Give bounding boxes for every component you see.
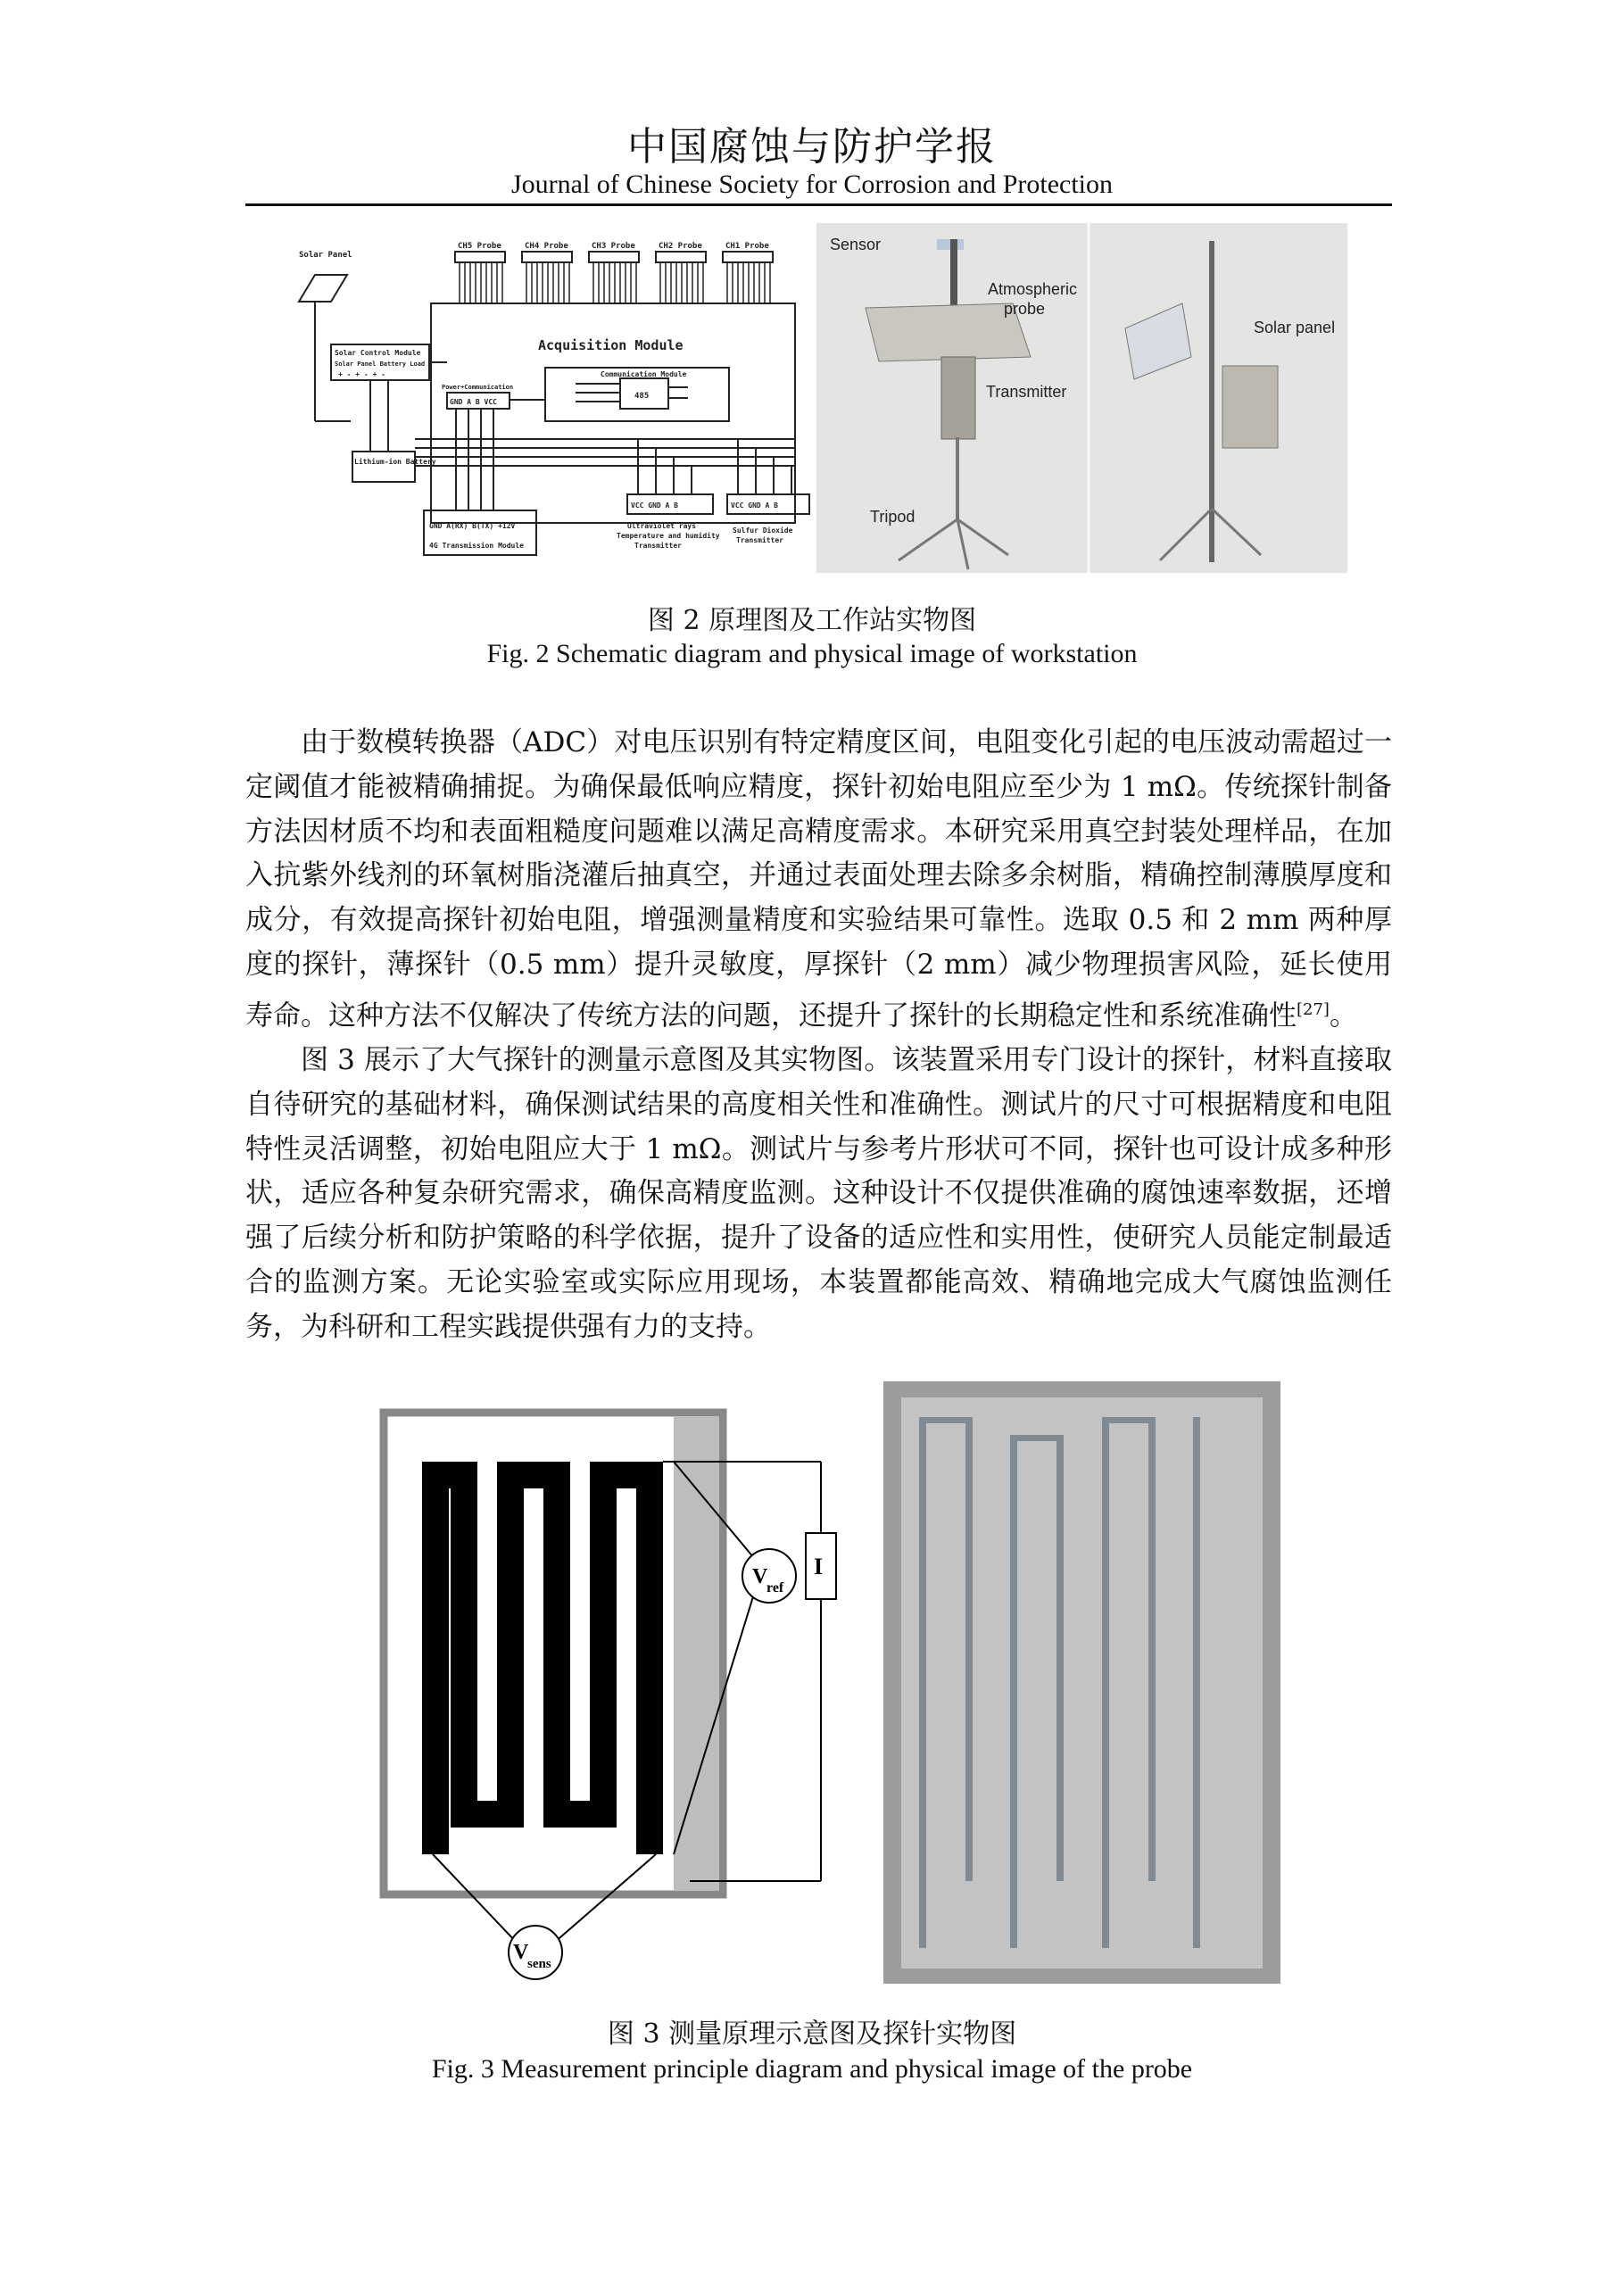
- power-comm-label: Power+Communication: [442, 384, 514, 391]
- photo-label-tripod: Tripod: [870, 508, 916, 526]
- rs485-label: 485: [634, 392, 650, 401]
- so2-label-2: Transmitter: [736, 536, 783, 544]
- journal-title-en: Journal of Chinese Society for Corrosion and Protection: [510, 170, 1114, 199]
- probe-ch3-label: CH3 Probe: [592, 242, 635, 251]
- photo-label-sensor: Sensor: [830, 236, 882, 253]
- uv-label-3: Transmitter: [634, 542, 682, 550]
- power-comm-pins: GND A B VCC: [450, 398, 497, 406]
- figure3-caption-cn: 图 3 测量原理示意图及探针实物图: [607, 2018, 1017, 2050]
- photo-label-transmitter: Transmitter: [986, 383, 1067, 401]
- solar-panel-label: Solar Panel: [299, 251, 352, 260]
- uv-label-1: Ultraviolet rays: [627, 522, 697, 530]
- figure2-schematic-diagram: [290, 234, 816, 573]
- comm-module-label: Communication Module: [601, 370, 687, 378]
- body-text: [245, 721, 1392, 1349]
- uv-label-2: Temperature and humidity: [617, 532, 720, 540]
- battery-label: Lithium-ion Battery: [354, 458, 436, 466]
- vref-label: V: [752, 1565, 768, 1588]
- paragraph-1: 由于数模转换器（ADC）对电压识别有特定精度区间，电阻变化引起的电压波动需超过一定阈值才能被精确捕捉。为确保最低响应精度，探针初始电阻应至少为 1 mΩ。传统探针制备方法因材质不均和表面粗糙度问题难以满足高精度需求。本研究采用真空封装处理样品，在加入抗紫外线剂的环氧树脂浇灌后抽真空，并通过表面处理去除多余树脂，精确控制薄膜厚度和成分，有效提高探针初始电阻，增强测量精度和实验结果可靠性。选取 0.5 和 2 mm 两种厚度的探针，薄探针（0.5 mm）提升灵敏度，厚探针（2 mm）减少物理损害风险，延长使用寿命。这种方法不仅解决了传统方法的问题，还提升了探针的长期稳定性和系统准确性[27]。: [245, 726, 1392, 1032]
- figure3-caption-en: Fig. 3 Measurement principle diagram and physical image of the probe: [431, 2054, 1193, 2084]
- vref-subscript: ref: [766, 1580, 784, 1596]
- photo-label-atmospheric: Atmospheric: [988, 280, 1078, 298]
- figure3-probe-photo: [883, 1381, 1280, 1984]
- paragraph-2: 图 3 展示了大气探针的测量示意图及其实物图。该装置采用专门设计的探针，材料直接取自待研究的基础材料，确保测试结果的高度相关性和准确性。测试片的尺寸可根据精度和电阻特性灵活调整，初始电阻应大于 1 mΩ。测试片与参考片形状可不同，探针也可设计成多种形状，适应各种复杂研究需求，确保高精度监测。这种设计不仅提供准确的腐蚀速率数据，还增强了后续分析和防护策略的科学依据，提升了设备的适应性和实用性，使研究人员能定制最适合的监测方案。无论实验室或实际应用现场，本装置都能高效、精确地完成大气腐蚀监测任务，为科研和工程实践提供强有力的支持。: [245, 1043, 1392, 1343]
- vsens-subscript: sens: [527, 1957, 551, 1971]
- acquisition-module-label: Acquisition Module: [538, 337, 684, 353]
- figure3-principle-diagram: [379, 1408, 852, 1997]
- so2-pins: VCC GND A B: [731, 501, 778, 510]
- solar-control-sub-label: Solar Panel Battery Load: [335, 361, 426, 368]
- probe-ch1-label: CH1 Probe: [725, 242, 769, 251]
- header-rule: [245, 203, 1392, 206]
- figure2-caption-cn: 图 2 原理图及工作站实物图: [647, 605, 977, 636]
- solar-control-label: Solar Control Module: [335, 349, 421, 357]
- photo-label-probe: probe: [1004, 300, 1046, 318]
- probe-ch4-label: CH4 Probe: [525, 242, 568, 251]
- citation-27: [27]: [1297, 999, 1330, 1019]
- g4-pins: GND A(RX) B(TX) +12V: [429, 522, 516, 530]
- uv-pins: VCC GND A B: [631, 501, 678, 510]
- vsens-label: V: [513, 1941, 529, 1964]
- probe-ch2-label: CH2 Probe: [659, 242, 702, 251]
- current-label: I: [814, 1554, 824, 1579]
- figure2-caption-en: Fig. 2 Schematic diagram and physical image of workstation: [486, 639, 1138, 668]
- so2-label-1: Sulfur Dioxide: [733, 526, 793, 535]
- probe-ch5-label: CH5 Probe: [458, 242, 501, 251]
- g4-module-label: 4G Transmission Module: [429, 542, 524, 550]
- figure2-workstation-photo: [816, 223, 1347, 573]
- serpentine-probe-icon: [422, 1462, 663, 1854]
- photo-label-solar-panel: Solar panel: [1254, 319, 1336, 336]
- journal-title-cn: 中国腐蚀与防护学报: [627, 124, 997, 170]
- solar-control-pins: + - + - + -: [338, 370, 385, 378]
